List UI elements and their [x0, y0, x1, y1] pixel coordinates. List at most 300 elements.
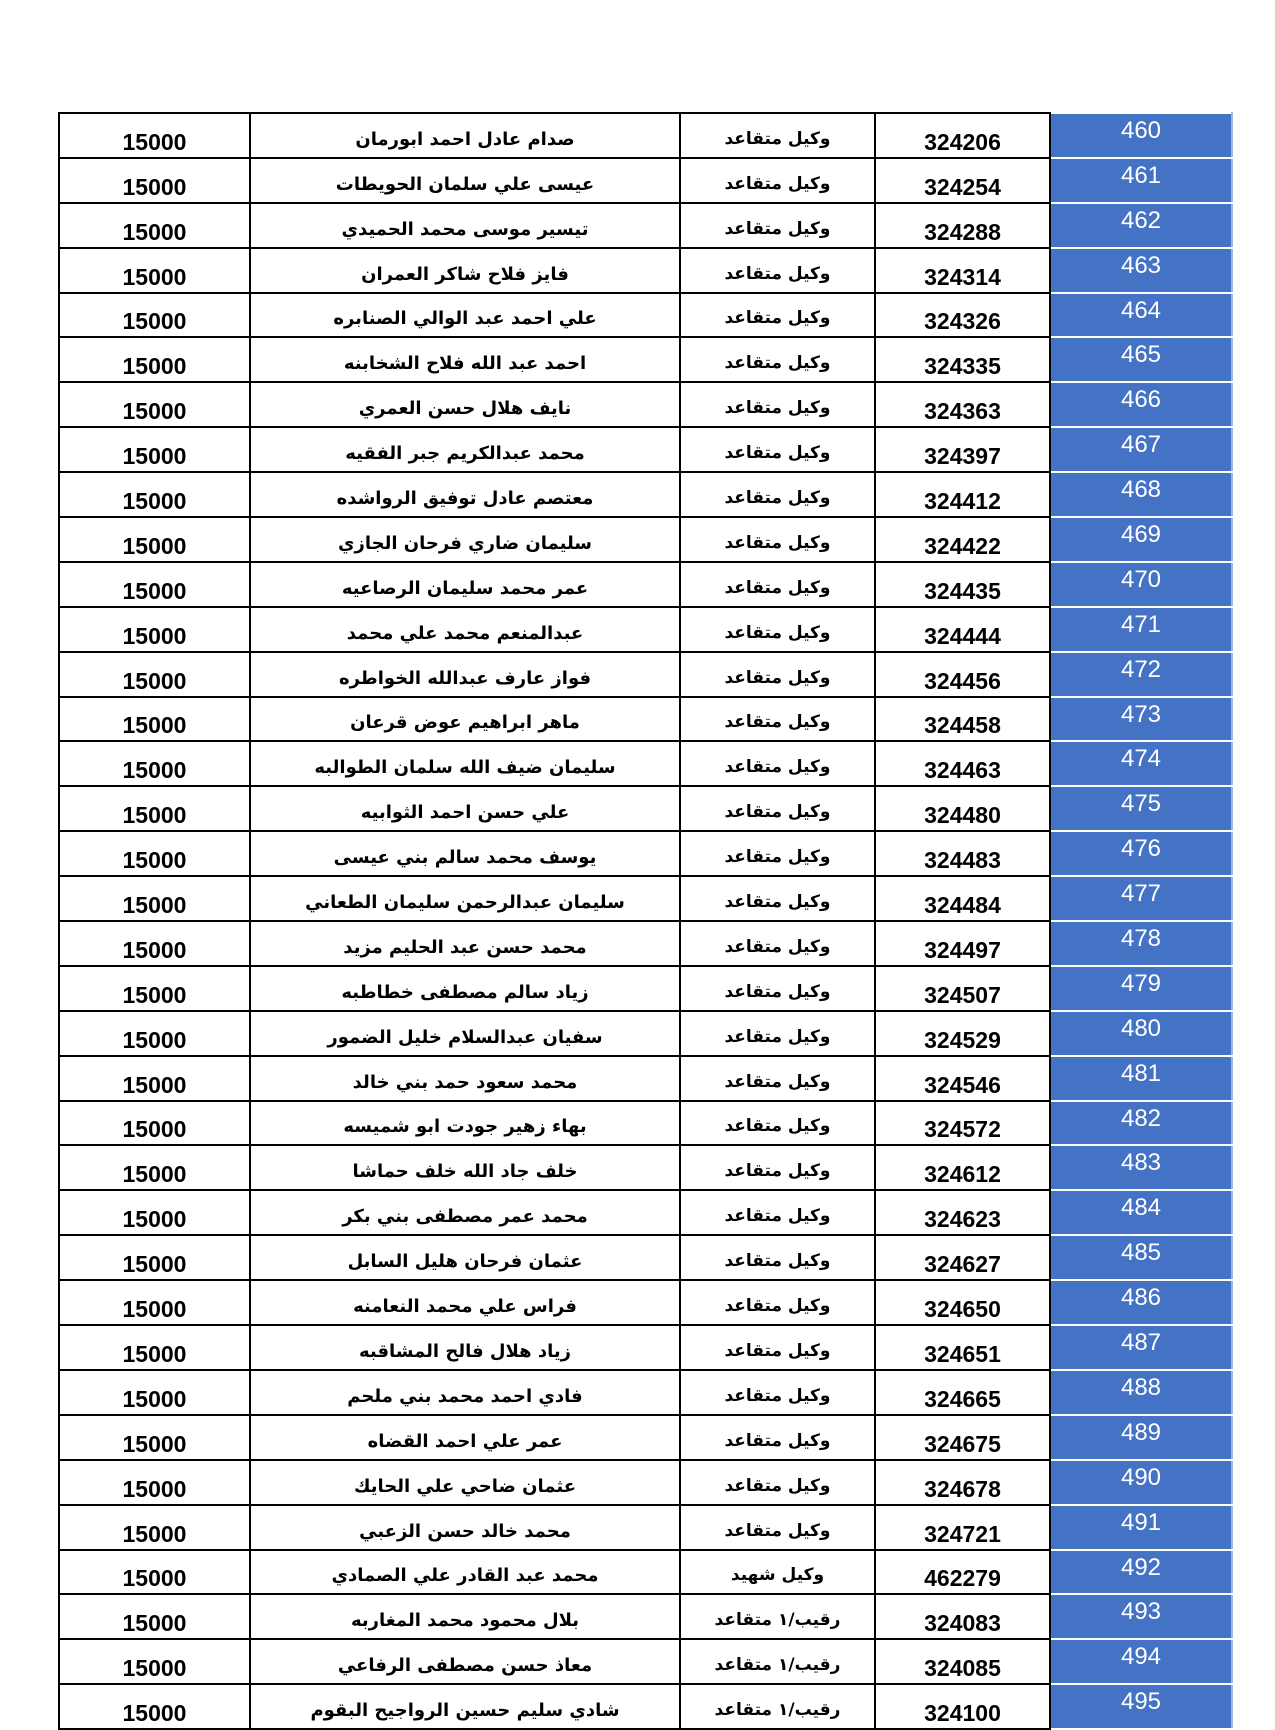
table-row: [59, 607, 1232, 652]
rank-cell: [680, 1460, 875, 1505]
military-number-cell: [875, 1011, 1050, 1056]
sequence-number: 478: [1120, 925, 1162, 953]
name-cell: [250, 1415, 680, 1460]
rank-cell: [680, 1639, 875, 1684]
name-cell: [250, 1594, 680, 1639]
name-cell: [250, 203, 680, 248]
amount-value: 15000: [122, 847, 187, 874]
military-number: 324254: [924, 173, 1001, 200]
amount-cell: [59, 203, 250, 248]
amount-cell: [59, 697, 250, 742]
military-number: 324497: [924, 936, 1001, 963]
sequence-number: 490: [1120, 1463, 1162, 1491]
name-cell: [250, 427, 680, 472]
name-cell: [250, 158, 680, 203]
military-number-cell: [875, 1505, 1050, 1550]
full-name: محمد سعود حمد بني خالد: [352, 1071, 578, 1093]
military-number-cell: [875, 1594, 1050, 1639]
full-name: صدام عادل احمد ابورمان: [355, 128, 575, 150]
rank-cell: [680, 876, 875, 921]
sequence-cell: [1050, 1280, 1232, 1325]
full-name: ماهر ابراهيم عوض قرعان: [350, 712, 580, 734]
rank-cell: [680, 786, 875, 831]
rank-status: وكيل متقاعد: [724, 443, 831, 464]
rank-status: رقيب/١ متقاعد: [714, 1610, 841, 1631]
rank-status: وكيل متقاعد: [724, 308, 831, 329]
full-name: احمد عبد الله فلاح الشخابنه: [343, 353, 587, 375]
rank-cell: [680, 966, 875, 1011]
sequence-cell: [1050, 382, 1232, 427]
table-row: [59, 1145, 1232, 1190]
military-number-cell: [875, 1415, 1050, 1460]
rank-cell: [680, 831, 875, 876]
sequence-number: 476: [1120, 835, 1162, 863]
name-cell: [250, 786, 680, 831]
full-name: محمد حسن عبد الحليم مزيد: [343, 936, 587, 958]
rank-status: وكيل متقاعد: [724, 667, 831, 688]
military-number: 324721: [924, 1520, 1001, 1547]
military-number: 324326: [924, 308, 1001, 335]
table-row: [59, 741, 1232, 786]
amount-cell: [59, 1460, 250, 1505]
sequence-cell: [1050, 741, 1232, 786]
table-row: [59, 966, 1232, 1011]
military-number-cell: [875, 1684, 1050, 1729]
sequence-cell: [1050, 1101, 1232, 1146]
table-row: [59, 831, 1232, 876]
amount-cell: [59, 382, 250, 427]
rank-status: وكيل متقاعد: [724, 1475, 831, 1496]
sequence-cell: [1050, 1505, 1232, 1550]
sequence-cell: [1050, 1594, 1232, 1639]
military-number-cell: [875, 158, 1050, 203]
rank-cell: [680, 1235, 875, 1280]
sequence-cell: [1050, 831, 1232, 876]
name-cell: [250, 517, 680, 562]
rank-status: وكيل متقاعد: [724, 532, 831, 553]
full-name: يوسف محمد سالم بني عيسى: [333, 847, 597, 869]
full-name: عمر محمد سليمان الرصاعيه: [341, 577, 589, 599]
amount-cell: [59, 876, 250, 921]
military-number: 324363: [924, 398, 1001, 425]
rank-cell: [680, 741, 875, 786]
name-cell: [250, 1639, 680, 1684]
rank-cell: [680, 158, 875, 203]
amount-cell: [59, 921, 250, 966]
rank-status: وكيل متقاعد: [724, 757, 831, 778]
sequence-number: 486: [1120, 1284, 1162, 1312]
military-number-cell: [875, 831, 1050, 876]
full-name: بهاء زهير جودت ابو شميسه: [343, 1116, 587, 1138]
name-cell: [250, 1011, 680, 1056]
sequence-number: 488: [1120, 1373, 1162, 1401]
military-number-cell: [875, 652, 1050, 697]
sequence-cell: [1050, 427, 1232, 472]
amount-cell: [59, 741, 250, 786]
rank-status: وكيل متقاعد: [724, 1071, 831, 1092]
military-number-cell: [875, 741, 1050, 786]
table-body: [59, 113, 1232, 1729]
sequence-number: 481: [1120, 1059, 1162, 1087]
sequence-cell: [1050, 1460, 1232, 1505]
table-row: [59, 203, 1232, 248]
amount-value: 15000: [122, 981, 187, 1008]
military-number: 324458: [924, 712, 1001, 739]
sequence-cell: [1050, 113, 1232, 158]
sequence-cell: [1050, 1639, 1232, 1684]
table-row: [59, 1190, 1232, 1235]
rank-cell: [680, 697, 875, 742]
amount-value: 15000: [122, 443, 187, 470]
table-row: [59, 1235, 1232, 1280]
rank-cell: [680, 337, 875, 382]
amount-cell: [59, 786, 250, 831]
table-row: [59, 337, 1232, 382]
sequence-number: 469: [1120, 521, 1162, 549]
rank-cell: [680, 921, 875, 966]
amount-cell: [59, 1639, 250, 1684]
amount-value: 15000: [122, 353, 187, 380]
amount-cell: [59, 113, 250, 158]
name-cell: [250, 1505, 680, 1550]
table-row: [59, 293, 1232, 338]
amount-value: 15000: [122, 1430, 187, 1457]
sequence-number: 491: [1120, 1508, 1162, 1536]
military-number-cell: [875, 472, 1050, 517]
rank-status: وكيل متقاعد: [724, 1340, 831, 1361]
amount-cell: [59, 831, 250, 876]
sequence-cell: [1050, 607, 1232, 652]
military-number-cell: [875, 876, 1050, 921]
amount-value: 15000: [122, 712, 187, 739]
rank-cell: [680, 1056, 875, 1101]
military-number: 324456: [924, 667, 1001, 694]
military-number: 324507: [924, 981, 1001, 1008]
rank-cell: [680, 248, 875, 293]
table-row: [59, 248, 1232, 293]
sequence-number: 487: [1120, 1329, 1162, 1357]
amount-cell: [59, 248, 250, 293]
rank-cell: [680, 1594, 875, 1639]
table-row: [59, 1370, 1232, 1415]
military-number-cell: [875, 1550, 1050, 1595]
military-number-cell: [875, 921, 1050, 966]
military-number: 324651: [924, 1340, 1001, 1367]
military-number-cell: [875, 786, 1050, 831]
sequence-number: 484: [1120, 1194, 1162, 1222]
full-name: سليمان ضيف الله سلمان الطوالبه: [314, 757, 616, 779]
amount-cell: [59, 427, 250, 472]
amount-value: 15000: [122, 1565, 187, 1592]
rank-status: وكيل متقاعد: [724, 1116, 831, 1137]
rank-status: وكيل متقاعد: [724, 1251, 831, 1272]
name-cell: [250, 337, 680, 382]
sequence-cell: [1050, 1325, 1232, 1370]
table-row: [59, 1415, 1232, 1460]
sequence-cell: [1050, 158, 1232, 203]
name-cell: [250, 472, 680, 517]
sequence-cell: [1050, 1235, 1232, 1280]
amount-cell: [59, 1370, 250, 1415]
table-row: [59, 1639, 1232, 1684]
amount-value: 15000: [122, 892, 187, 919]
amount-value: 15000: [122, 1655, 187, 1682]
amount-cell: [59, 472, 250, 517]
amount-value: 15000: [122, 308, 187, 335]
amount-value: 15000: [122, 1206, 187, 1233]
sequence-number: 495: [1120, 1688, 1162, 1716]
name-cell: [250, 921, 680, 966]
rank-status: وكيل متقاعد: [724, 622, 831, 643]
amount-cell: [59, 1415, 250, 1460]
rank-cell: [680, 1011, 875, 1056]
sequence-cell: [1050, 652, 1232, 697]
full-name: معتصم عادل توفيق الرواشده: [336, 488, 594, 510]
amount-cell: [59, 1101, 250, 1146]
sequence-number: 494: [1120, 1643, 1162, 1671]
sequence-cell: [1050, 517, 1232, 562]
military-number: 324612: [924, 1161, 1001, 1188]
rank-cell: [680, 517, 875, 562]
military-number-cell: [875, 1145, 1050, 1190]
rank-status: وكيل متقاعد: [724, 353, 831, 374]
name-cell: [250, 876, 680, 921]
full-name: زياد سالم مصطفى خطاطبه: [341, 981, 589, 1003]
full-name: عيسى علي سلمان الحويطات: [335, 173, 595, 195]
sequence-number: 475: [1120, 790, 1162, 818]
amount-value: 15000: [122, 757, 187, 784]
full-name: نايف هلال حسن العمري: [358, 398, 572, 420]
sequence-number: 470: [1120, 565, 1162, 593]
amount-cell: [59, 966, 250, 1011]
rank-status: وكيل متقاعد: [724, 1206, 831, 1227]
amount-cell: [59, 1235, 250, 1280]
rank-status: وكيل متقاعد: [724, 577, 831, 598]
name-cell: [250, 1280, 680, 1325]
name-cell: [250, 382, 680, 427]
rank-status: وكيل متقاعد: [724, 981, 831, 1002]
sequence-number: 460: [1120, 117, 1162, 144]
amount-cell: [59, 607, 250, 652]
table-row: [59, 876, 1232, 921]
name-cell: [250, 607, 680, 652]
military-number: 324484: [924, 892, 1001, 919]
sequence-cell: [1050, 1415, 1232, 1460]
military-number-cell: [875, 1460, 1050, 1505]
amount-value: 15000: [122, 1251, 187, 1278]
name-cell: [250, 1460, 680, 1505]
amount-value: 15000: [122, 802, 187, 829]
sequence-cell: [1050, 203, 1232, 248]
name-cell: [250, 113, 680, 158]
name-cell: [250, 966, 680, 1011]
amount-cell: [59, 1056, 250, 1101]
amount-cell: [59, 1550, 250, 1595]
military-number-cell: [875, 1101, 1050, 1146]
full-name: محمد خالد حسن الزعبي: [359, 1520, 571, 1542]
military-number: 324083: [924, 1610, 1001, 1637]
rank-cell: [680, 607, 875, 652]
full-name: معاذ حسن مصطفى الرفاعي: [337, 1655, 593, 1677]
name-cell: [250, 1370, 680, 1415]
military-number: 324546: [924, 1071, 1001, 1098]
military-number: 324100: [924, 1700, 1001, 1727]
military-number: 324529: [924, 1026, 1001, 1053]
amount-value: 15000: [122, 1610, 187, 1637]
military-number: 324397: [924, 443, 1001, 470]
amount-value: 15000: [122, 1296, 187, 1323]
rank-cell: [680, 293, 875, 338]
military-number: 324480: [924, 802, 1001, 829]
sequence-number: 482: [1120, 1104, 1162, 1132]
table-row: [59, 1280, 1232, 1325]
rank-cell: [680, 1550, 875, 1595]
sequence-cell: [1050, 1190, 1232, 1235]
name-cell: [250, 1325, 680, 1370]
sequence-number: 474: [1120, 745, 1162, 773]
amount-cell: [59, 1684, 250, 1729]
amount-value: 15000: [122, 1700, 187, 1727]
military-number-cell: [875, 1280, 1050, 1325]
name-cell: [250, 1056, 680, 1101]
amount-value: 15000: [122, 488, 187, 515]
name-cell: [250, 1550, 680, 1595]
rank-cell: [680, 1684, 875, 1729]
beneficiaries-table: [58, 112, 1233, 1730]
sequence-number: 477: [1120, 880, 1162, 908]
rank-status: رقيب/١ متقاعد: [714, 1700, 841, 1721]
rank-cell: [680, 1101, 875, 1146]
amount-value: 15000: [122, 1520, 187, 1547]
sequence-number: 492: [1120, 1553, 1162, 1581]
amount-cell: [59, 1011, 250, 1056]
name-cell: [250, 697, 680, 742]
rank-cell: [680, 562, 875, 607]
military-number-cell: [875, 562, 1050, 607]
military-number: 324206: [924, 128, 1001, 155]
full-name: خلف جاد الله خلف حماشا: [352, 1161, 578, 1183]
table-row: [59, 1550, 1232, 1595]
rank-status: وكيل متقاعد: [724, 936, 831, 957]
amount-value: 15000: [122, 1026, 187, 1053]
sequence-cell: [1050, 472, 1232, 517]
amount-value: 15000: [122, 622, 187, 649]
full-name: فادي احمد محمد بني ملحم: [347, 1385, 583, 1407]
table-row: [59, 1056, 1232, 1101]
amount-value: 15000: [122, 263, 187, 290]
full-name: محمد عبدالكريم جبر الفقيه: [345, 443, 585, 465]
military-number-cell: [875, 517, 1050, 562]
table-row: [59, 1460, 1232, 1505]
full-name: سفيان عبدالسلام خليل الضمور: [327, 1026, 603, 1048]
rank-status: وكيل متقاعد: [724, 1430, 831, 1451]
table-row: [59, 562, 1232, 607]
sequence-cell: [1050, 1370, 1232, 1415]
military-number: 324444: [924, 622, 1001, 649]
name-cell: [250, 1235, 680, 1280]
table-row: [59, 652, 1232, 697]
rank-status: وكيل شهيد: [730, 1565, 825, 1586]
amount-value: 15000: [122, 1116, 187, 1143]
sequence-cell: [1050, 921, 1232, 966]
military-number: 324627: [924, 1251, 1001, 1278]
rank-status: وكيل متقاعد: [724, 802, 831, 823]
rank-cell: [680, 652, 875, 697]
name-cell: [250, 1101, 680, 1146]
amount-value: 15000: [122, 1475, 187, 1502]
full-name: علي احمد عبد الوالي الصنابره: [333, 308, 597, 330]
military-number-cell: [875, 1235, 1050, 1280]
amount-cell: [59, 1505, 250, 1550]
rank-status: وكيل متقاعد: [724, 173, 831, 194]
sequence-number: 493: [1120, 1598, 1162, 1626]
amount-cell: [59, 562, 250, 607]
military-number-cell: [875, 1325, 1050, 1370]
name-cell: [250, 831, 680, 876]
full-name: فايز فلاح شاكر العمران: [361, 263, 569, 285]
rank-status: وكيل متقاعد: [724, 1520, 831, 1541]
military-number: 324335: [924, 353, 1001, 380]
rank-cell: [680, 1280, 875, 1325]
military-number-cell: [875, 337, 1050, 382]
sequence-cell: [1050, 786, 1232, 831]
amount-value: 15000: [122, 128, 187, 155]
amount-value: 15000: [122, 667, 187, 694]
amount-value: 15000: [122, 577, 187, 604]
full-name: شادي سليم حسين الرواجيح البقوم: [310, 1700, 620, 1722]
table-row: [59, 697, 1232, 742]
military-number-cell: [875, 113, 1050, 158]
rank-status: وكيل متقاعد: [724, 488, 831, 509]
amount-value: 15000: [122, 218, 187, 245]
table-row: [59, 113, 1232, 158]
table-row: [59, 427, 1232, 472]
sequence-cell: [1050, 1684, 1232, 1729]
sequence-number: 461: [1120, 161, 1162, 189]
military-number-cell: [875, 248, 1050, 293]
sequence-cell: [1050, 697, 1232, 742]
amount-cell: [59, 652, 250, 697]
sequence-cell: [1050, 1011, 1232, 1056]
military-number: 324650: [924, 1296, 1001, 1323]
amount-value: 15000: [122, 1340, 187, 1367]
table-row: [59, 921, 1232, 966]
rank-status: وكيل متقاعد: [724, 263, 831, 284]
military-number: 462279: [924, 1565, 1001, 1592]
name-cell: [250, 1190, 680, 1235]
full-name: محمد عمر مصطفى بني بكر: [342, 1206, 588, 1228]
rank-status: رقيب/١ متقاعد: [714, 1655, 841, 1676]
rank-cell: [680, 203, 875, 248]
rank-cell: [680, 1145, 875, 1190]
sequence-number: 464: [1120, 296, 1162, 324]
full-name: فواز عارف عبدالله الخواطره: [338, 667, 592, 689]
sequence-number: 479: [1120, 969, 1162, 997]
rank-status: وكيل متقاعد: [724, 128, 831, 149]
sequence-number: 468: [1120, 476, 1162, 504]
full-name: عبدالمنعم محمد علي محمد: [346, 622, 584, 644]
sequence-number: 471: [1120, 610, 1162, 638]
rank-cell: [680, 1505, 875, 1550]
sequence-number: 463: [1120, 251, 1162, 279]
military-number-cell: [875, 966, 1050, 1011]
full-name: محمد عبد القادر علي الصمادي: [331, 1565, 599, 1587]
sequence-cell: [1050, 966, 1232, 1011]
military-number: 324623: [924, 1206, 1001, 1233]
sequence-number: 466: [1120, 386, 1162, 414]
military-number: 324463: [924, 757, 1001, 784]
amount-value: 15000: [122, 173, 187, 200]
